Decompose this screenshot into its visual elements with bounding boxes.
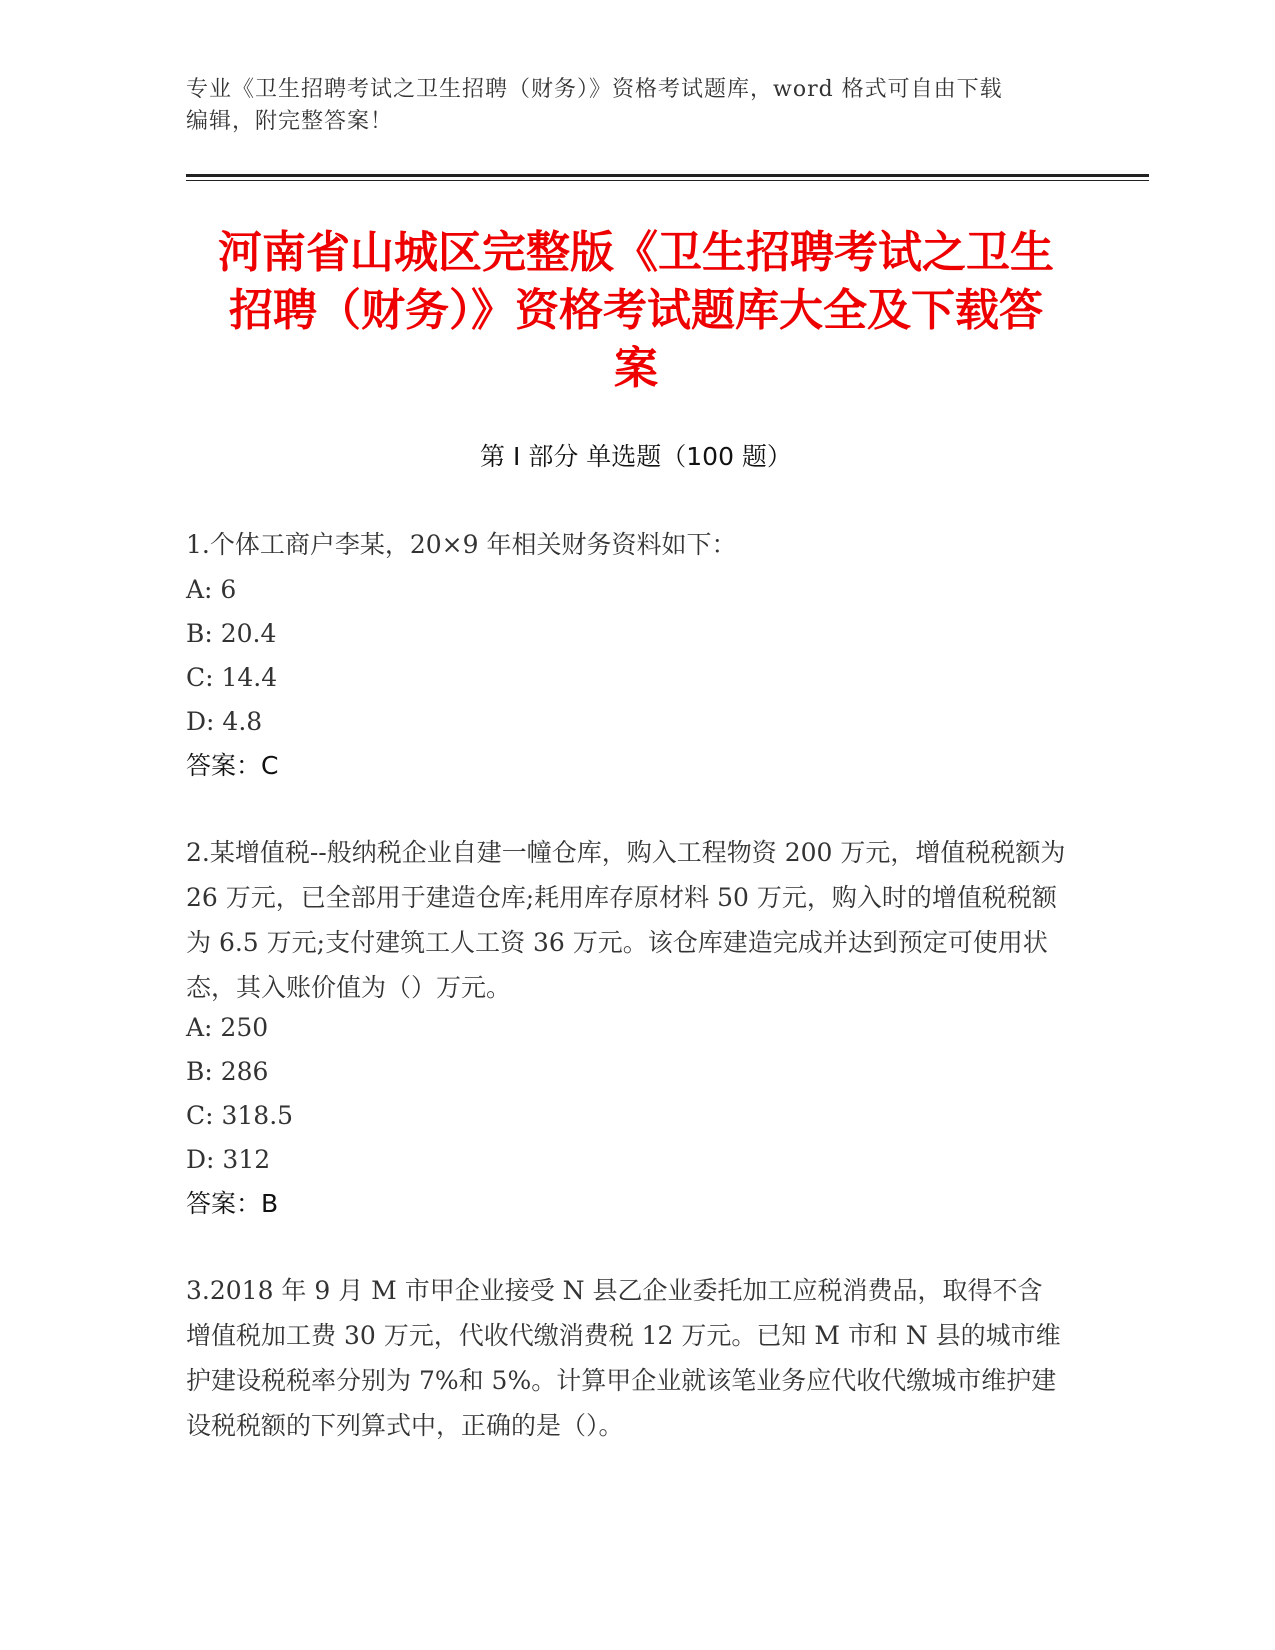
header-note — [186, 74, 1086, 138]
question-1-option-d: D: 4.8 — [186, 707, 263, 736]
document-title — [186, 224, 1086, 398]
question-2-option-b: B: 286 — [186, 1057, 269, 1086]
header-rule-thin — [186, 180, 1149, 181]
header-rule-thick — [186, 174, 1149, 177]
header-note-line2: 编辑，附完整答案！ — [186, 109, 394, 134]
question-1-option-b: B: 20.4 — [186, 619, 277, 648]
question-2-option-c: C: 318.5 — [186, 1101, 294, 1130]
header-note-line1: 专业《卫生招聘考试之卫生招聘（财务）》资格考试题库，word 格式可自由下载 — [186, 77, 1003, 102]
question-1-option-c: C: 14.4 — [186, 663, 278, 692]
question-1-option-a: A: 6 — [186, 575, 237, 604]
document-title-line1: 河南省山城区完整版《卫生招聘考试之卫生 — [218, 227, 1054, 278]
document-title-line3: 案 — [614, 343, 658, 394]
question-1-stem: 1.个体工商户李某，20×9 年相关财务资料如下： — [186, 530, 737, 559]
question-2-option-a: A: 250 — [186, 1013, 269, 1042]
document-title-line2: 招聘（财务）》资格考试题库大全及下载答 — [229, 285, 1043, 336]
question-2-answer: 答案：B — [186, 1189, 279, 1218]
question-3-stem: 3.2018 年 9 月 M 市甲企业接受 N 县乙企业委托加工应税消费品，取得不含增值税加工费 30 万元，代收代缴消费税 12 万元。已知 M 市和 N 县的城市维护建设税税率分别为 7%和 5%。计算甲企业就该笔业务应代收代缴城市维护建设税税额的下列算式中，正确的是（）。 — [186, 1276, 1061, 1440]
section-title: 第 I 部分 单选题（100 题） — [480, 442, 792, 471]
question-2-stem: 2.某增值税--般纳税企业自建一幢仓库，购入工程物资 200 万元，增值税税额为 26 万元，已全部用于建造仓库;耗用库存原材料 50 万元，购入时的增值税税额为 6.5 万元;支付建筑工人工资 36 万元。该仓库建造完成并达到预定可使用状态，其入账价值为（）万元。 — [186, 838, 1066, 1002]
question-2-option-d: D: 312 — [186, 1145, 271, 1174]
question-1-answer: 答案：C — [186, 751, 279, 780]
